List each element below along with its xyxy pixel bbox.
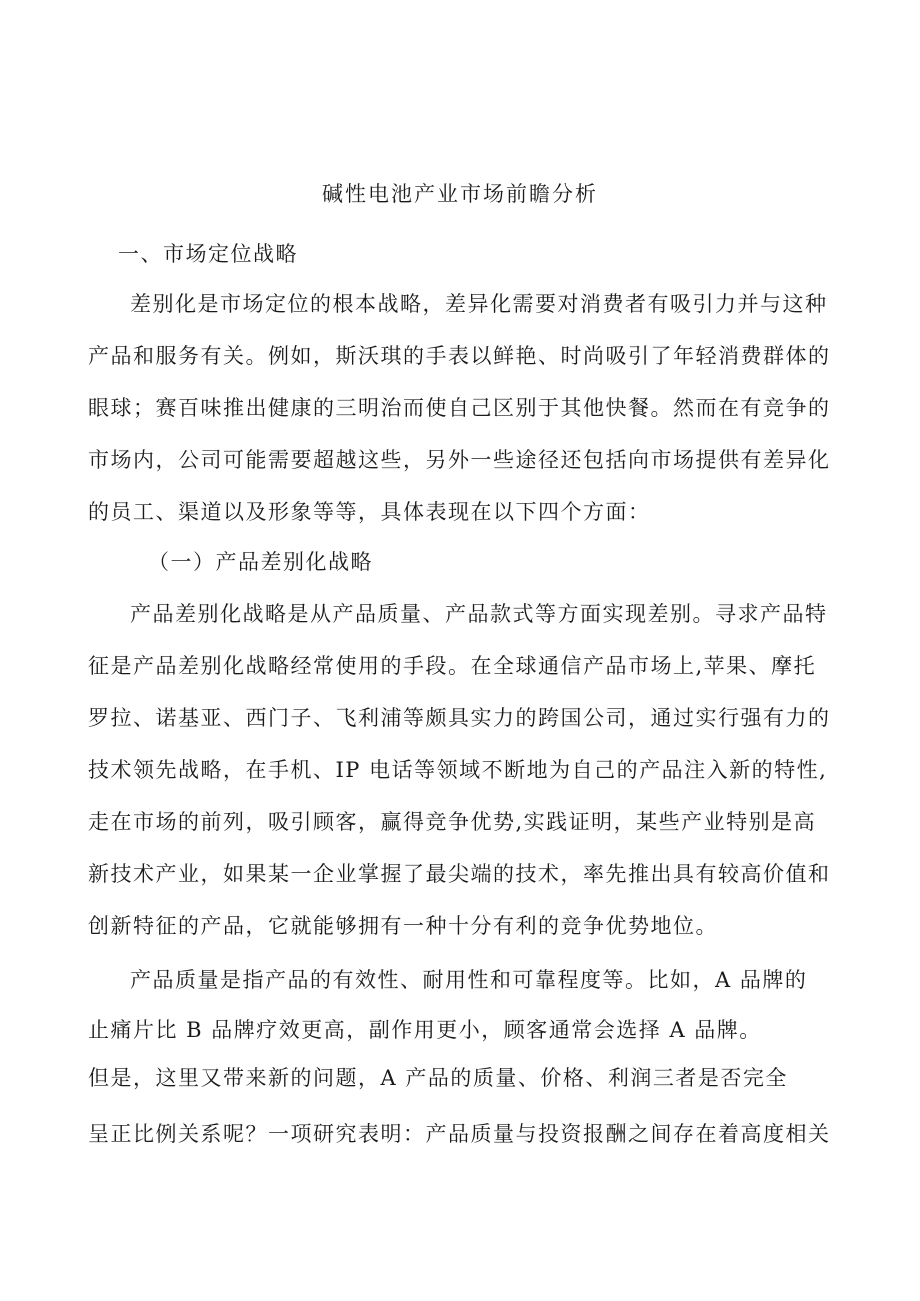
section-heading: 一、市场定位战略 xyxy=(118,242,298,266)
subheading: （一）产品差别化战略 xyxy=(148,550,373,574)
paragraph-3-line-3: 但是，这里又带来新的问题，A 产品的质量、价格、利润三者是否完全 xyxy=(88,1066,788,1090)
paragraph-3-line-1: 产品质量是指产品的有效性、耐用性和可靠程度等。比如，A 品牌的 xyxy=(130,968,808,992)
paragraph-2-line-4: 技术领先战略，在手机、IP 电话等领域不断地为自己的产品注入新的特性, xyxy=(88,758,828,782)
paragraph-2-line-5: 走在市场的前列，吸引顾客，赢得竞争优势,实践证明，某些产业特别是高 xyxy=(88,810,817,834)
paragraph-1-line-4: 市场内，公司可能需要超越这些，另外一些途径还包括向市场提供有差异化 xyxy=(88,448,831,472)
paragraph-1-line-1: 差别化是市场定位的根本战略，差异化需要对消费者有吸引力并与这种 xyxy=(130,292,828,316)
paragraph-2-line-7: 创新特征的产品，它就能够拥有一种十分有利的竞争优势地位。 xyxy=(88,914,718,938)
paragraph-2-line-2: 征是产品差别化战略经常使用的手段。在全球通信产品市场上,苹果、摩托 xyxy=(88,654,817,678)
paragraph-1-line-5: 的员工、渠道以及形象等等，具体表现在以下四个方面： xyxy=(88,500,651,524)
paragraph-3-line-2: 止痛片比 B 品牌疗效更高，副作用更小，顾客通常会选择 A 品牌。 xyxy=(88,1018,762,1042)
paragraph-2-line-3: 罗拉、诺基亚、西门子、飞利浦等颇具实力的跨国公司，通过实行强有力的 xyxy=(88,706,831,730)
paragraph-1-line-3: 眼球；赛百味推出健康的三明治而使自己区别于其他快餐。然而在有竞争的 xyxy=(88,396,831,420)
paragraph-2-line-1: 产品差别化战略是从产品质量、产品款式等方面实现差别。寻求产品特 xyxy=(130,602,828,626)
paragraph-2-line-6: 新技术产业，如果某一企业掌握了最尖端的技术，率先推出具有较高价值和 xyxy=(88,862,831,886)
document-title: 碱性电池产业市场前瞻分析 xyxy=(322,182,598,206)
paragraph-1-line-2: 产品和服务有关。例如，斯沃琪的手表以鲜艳、时尚吸引了年轻消费群体的 xyxy=(88,344,831,368)
paragraph-3-line-4: 呈正比例关系呢？一项研究表明：产品质量与投资报酬之间存在着高度相关 xyxy=(88,1122,831,1146)
